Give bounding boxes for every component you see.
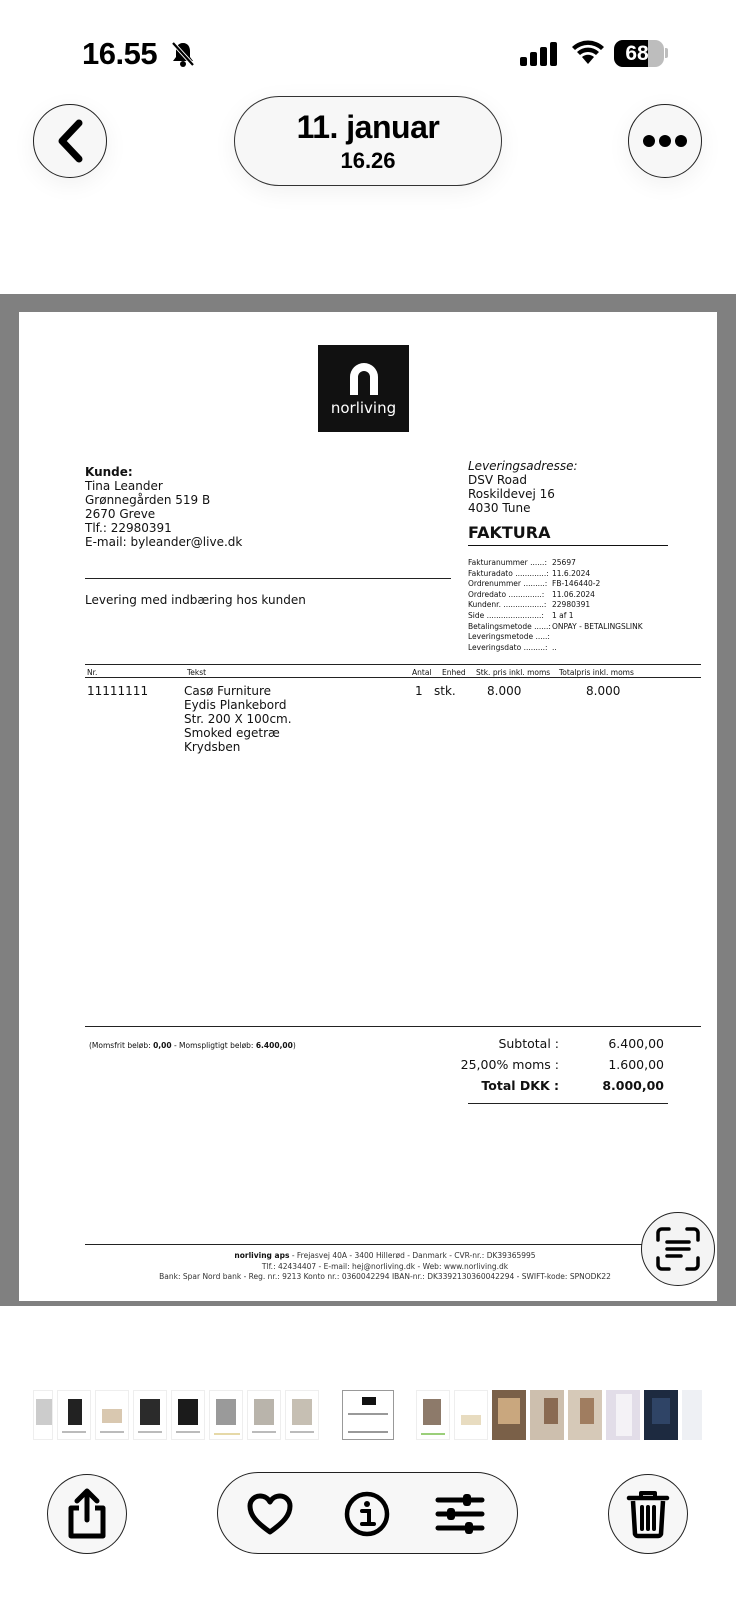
row-enhed: stk. <box>434 684 456 698</box>
vat-note <box>89 1041 296 1050</box>
subtotal-value: 6.400,00 <box>608 1036 664 1051</box>
meta-row <box>468 569 643 580</box>
thumbnail-strip[interactable] <box>0 1390 736 1440</box>
trash-icon <box>626 1489 670 1539</box>
vat-note-suffix: ) <box>292 1041 296 1050</box>
customer-line: Tlf.: 22980391 <box>85 521 172 535</box>
thumbnail-line <box>62 1431 86 1433</box>
thumbnail-line <box>348 1413 388 1415</box>
row-text-line: Smoked egetræ <box>184 726 280 740</box>
thumbnail[interactable] <box>682 1390 702 1440</box>
live-text-scan-icon <box>655 1226 701 1272</box>
table-rule <box>85 677 701 678</box>
subtotal-label: Subtotal : <box>498 1036 559 1051</box>
delete-button[interactable] <box>608 1474 688 1554</box>
thumbnail[interactable] <box>454 1390 488 1440</box>
meta-row <box>468 632 643 643</box>
back-button[interactable] <box>33 104 107 178</box>
meta-key: Ordredato ..............: <box>468 589 545 599</box>
meta-key: Betalingsmetode ......: <box>468 621 551 631</box>
thumbnail-image <box>652 1398 670 1424</box>
thumbnail-image <box>292 1399 312 1425</box>
meta-key: Side .......................: <box>468 610 544 620</box>
customer-line: Grønnegården 519 B <box>85 493 211 507</box>
delivery-address-block <box>468 459 578 515</box>
invoice-meta <box>468 558 643 653</box>
row-total-pris: 8.000 <box>586 684 621 698</box>
thumbnail-image <box>498 1398 520 1424</box>
vat-note-middle: - Momspligtigt beløb: <box>171 1041 256 1050</box>
row-stk-pris: 8.000 <box>487 684 522 698</box>
meta-row <box>468 590 643 601</box>
meta-key: Leveringsmetode .....: <box>468 632 550 642</box>
meta-key: Leveringsdato .........: <box>468 642 548 652</box>
meta-key: Kundenr. .................: <box>468 600 547 610</box>
thumbnail-image <box>102 1409 122 1423</box>
row-text-line: Str. 200 X 100cm. <box>184 712 292 726</box>
photo-date: 11. januar <box>296 109 440 145</box>
table-rule <box>85 664 701 665</box>
col-header-nr: Nr. <box>87 668 98 677</box>
total-row <box>459 1078 664 1093</box>
logo-text: norliving <box>330 399 397 417</box>
share-button[interactable] <box>47 1474 127 1554</box>
thumbnail-image <box>68 1399 82 1425</box>
row-text-line: Casø Furniture <box>184 684 272 698</box>
invoice-photo[interactable] <box>19 312 717 1301</box>
customer-line: 2670 Greve <box>85 507 156 521</box>
photo-toolbar <box>217 1472 518 1554</box>
cellular-signal-icon <box>520 42 560 71</box>
thumbnail[interactable] <box>416 1390 450 1440</box>
thumbnail-image <box>544 1398 558 1424</box>
row-antal: 1 <box>415 684 423 698</box>
vat-label: 25,00% moms : <box>460 1057 559 1072</box>
row-text-line: Krydsben <box>184 740 241 754</box>
adjust-button[interactable] <box>435 1489 485 1539</box>
invoice-title: FAKTURA <box>468 523 551 542</box>
thumbnail-current[interactable] <box>342 1390 394 1440</box>
footer-rule <box>85 1244 701 1245</box>
col-header-antal: Antal <box>412 668 432 677</box>
thumbnail[interactable] <box>247 1390 281 1440</box>
divider <box>85 578 451 579</box>
customer-line: E-mail: byleander@live.dk <box>85 535 243 549</box>
meta-row <box>468 579 643 590</box>
norliving-logo <box>318 345 409 432</box>
thumbnail-image <box>36 1399 53 1425</box>
thumbnail[interactable] <box>606 1390 640 1440</box>
row-text <box>184 684 292 754</box>
battery-indicator <box>614 40 664 67</box>
ellipsis-icon <box>642 134 688 148</box>
meta-row <box>468 600 643 611</box>
chevron-left-icon <box>55 119 85 163</box>
status-time: 16.55 <box>82 36 158 71</box>
thumbnail[interactable] <box>492 1390 526 1440</box>
thumbnail-image <box>178 1399 198 1425</box>
meta-value: .. <box>552 642 557 652</box>
footer-line: Bank: Spar Nord bank - Reg. nr.: 9213 Konto nr.: 0360042294 IBAN-nr.: DK3392130360042294 - SWIFT-kode: SPNODK22 <box>159 1272 611 1281</box>
meta-key: Ordrenummer .........: <box>468 579 548 589</box>
thumbnail[interactable] <box>95 1390 129 1440</box>
thumbnail-line <box>138 1431 162 1433</box>
footer-company: norliving aps <box>234 1251 290 1260</box>
bell-muted-icon <box>170 40 196 73</box>
thumbnail-image <box>140 1399 160 1425</box>
delivery-line: DSV Road <box>468 473 527 487</box>
col-header-tekst: Tekst <box>187 668 207 677</box>
row-text-line: Eydis Plankebord <box>184 698 287 712</box>
meta-value: 1 af 1 <box>552 610 574 620</box>
thumbnail-line <box>176 1431 200 1433</box>
thumbnail[interactable] <box>644 1390 678 1440</box>
date-header[interactable] <box>234 96 502 186</box>
thumbnail[interactable] <box>530 1390 564 1440</box>
norliving-arch-icon <box>344 357 384 397</box>
battery-percent: 68 <box>625 42 649 65</box>
thumbnail-image <box>461 1415 481 1425</box>
thumbnail[interactable] <box>57 1390 91 1440</box>
meta-row <box>468 622 643 633</box>
thumbnail-image <box>423 1399 441 1425</box>
thumbnail-line <box>348 1431 388 1433</box>
sliders-icon <box>435 1493 485 1535</box>
meta-row <box>468 558 643 569</box>
meta-value: 11.06.2024 <box>552 589 595 599</box>
thumbnail[interactable] <box>285 1390 319 1440</box>
meta-value: 11.6.2024 <box>552 568 591 578</box>
customer-block <box>85 465 242 549</box>
thumbnail-line <box>214 1433 240 1435</box>
vat-note-prefix: (Momsfrit beløb: <box>89 1041 154 1050</box>
meta-key: Fakturadato .............: <box>468 568 549 578</box>
live-text-button[interactable] <box>641 1212 715 1286</box>
photo-time: 16.26 <box>340 148 396 173</box>
col-header-enhed: Enhed <box>442 668 466 677</box>
vat-value: 1.600,00 <box>608 1057 664 1072</box>
delivery-note: Levering med indbæring hos kunden <box>85 593 306 607</box>
battery-cap <box>665 48 668 58</box>
meta-key: Fakturanummer ......: <box>468 558 547 567</box>
meta-row <box>468 643 643 654</box>
thumbnail[interactable] <box>568 1390 602 1440</box>
favorite-button[interactable] <box>245 1489 295 1539</box>
total-value: 8.000,00 <box>602 1078 664 1093</box>
wifi-icon <box>571 40 605 71</box>
col-header-totalpris: Totalpris inkl. moms <box>559 668 634 677</box>
thumbnail[interactable] <box>171 1390 205 1440</box>
thumbnail-line <box>362 1397 376 1405</box>
total-label: Total DKK : <box>481 1078 559 1093</box>
meta-value: FB-146440-2 <box>552 579 601 589</box>
thumbnail-line <box>421 1433 445 1435</box>
info-button[interactable] <box>342 1489 392 1539</box>
customer-line: Tina Leander <box>85 479 163 493</box>
thumbnail-line <box>100 1431 124 1433</box>
footer-line <box>85 1251 685 1262</box>
thumbnail[interactable] <box>209 1390 243 1440</box>
more-options-button[interactable] <box>628 104 702 178</box>
meta-value: 25697 <box>552 558 576 567</box>
table-rule <box>85 1026 701 1027</box>
vat-liable-amount: 6.400,00 <box>255 1041 293 1050</box>
delivery-line: Roskildevej 16 <box>468 487 555 501</box>
meta-value: 22980391 <box>552 600 591 610</box>
footer-address: - Frejasvej 40A - 3400 Hillerød - Danmark - CVR-nr.: DK39365995 <box>289 1251 536 1260</box>
customer-label: Kunde: <box>85 465 133 479</box>
thumbnail-image <box>254 1399 274 1425</box>
vat-free-amount: 0,00 <box>153 1041 172 1050</box>
divider <box>468 1103 668 1104</box>
footer-line: Tlf.: 42434407 - E-mail: hej@norliving.dk - Web: www.norliving.dk <box>261 1261 509 1271</box>
share-icon <box>64 1488 110 1540</box>
thumbnail-line <box>252 1431 276 1433</box>
invoice-footer <box>85 1251 685 1283</box>
thumbnail-image <box>616 1394 632 1436</box>
vat-row <box>459 1057 664 1072</box>
thumbnail-image <box>216 1399 236 1425</box>
heart-icon <box>246 1492 294 1536</box>
col-header-stk-pris: Stk. pris inkl. moms <box>476 668 551 677</box>
info-icon <box>343 1490 391 1538</box>
subtotal-row <box>459 1036 664 1051</box>
divider <box>468 545 668 546</box>
meta-row <box>468 611 643 622</box>
meta-value: ONPAY - BETALINGSLINK <box>552 621 643 631</box>
thumbnail-image <box>580 1398 594 1424</box>
thumbnail[interactable] <box>33 1390 53 1440</box>
row-nr: 11111111 <box>87 684 149 698</box>
thumbnail[interactable] <box>133 1390 167 1440</box>
delivery-label: Leveringsadresse: <box>468 459 578 473</box>
thumbnail-line <box>290 1431 314 1433</box>
delivery-line: 4030 Tune <box>468 501 531 515</box>
